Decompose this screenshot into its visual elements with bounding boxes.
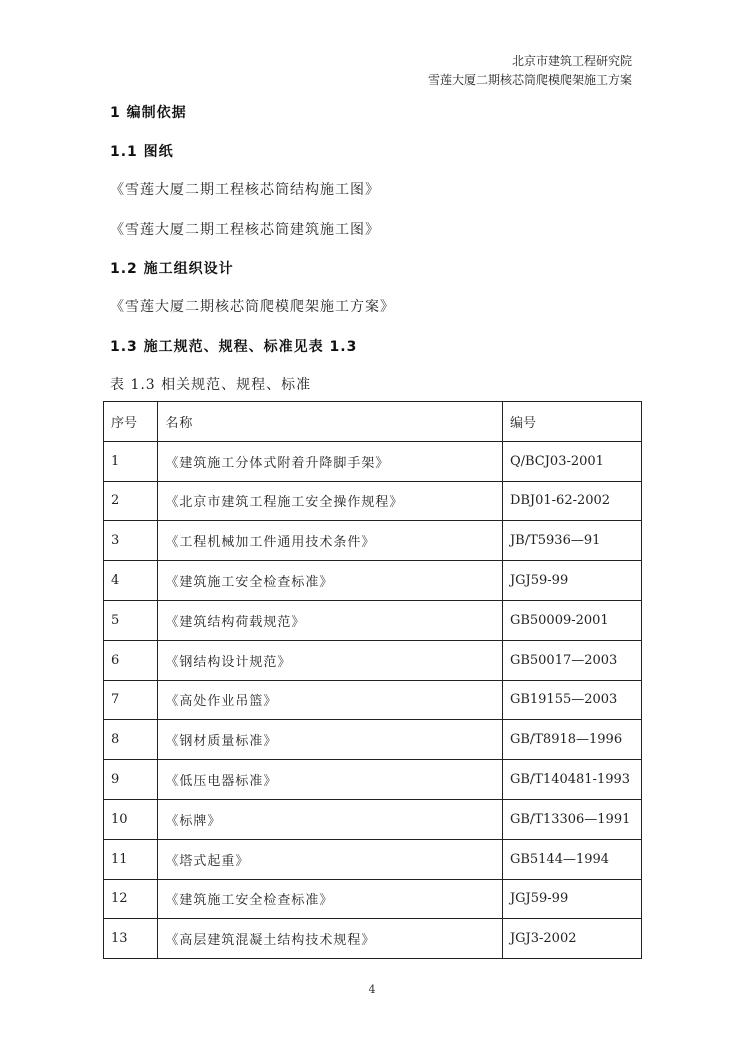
page-number: 4: [368, 983, 376, 996]
row-index: 4: [104, 561, 158, 601]
row-code: GB50009-2001: [502, 600, 641, 640]
row-code: GB/T140481-1993: [502, 760, 641, 800]
section-1-3-title: 1.3 施工规范、规程、标准见表 1.3: [110, 339, 358, 355]
row-name: 《低压电器标准》: [158, 760, 503, 800]
row-name: 《建筑施工分体式附着升降脚手架》: [158, 441, 503, 481]
table-row: [104, 441, 642, 481]
row-code: DBJ01-62-2002: [502, 481, 641, 521]
table-row: [104, 561, 642, 601]
row-name: 《工程机械加工件通用技术条件》: [158, 521, 503, 561]
table-row: [104, 919, 642, 959]
row-index: 8: [104, 720, 158, 760]
section-1-1-title: 1.1 图纸: [110, 144, 174, 160]
row-name: 《建筑结构荷载规范》: [158, 600, 503, 640]
table-row: [104, 839, 642, 879]
row-name: 《塔式起重》: [158, 839, 503, 879]
table-row: [104, 720, 642, 760]
row-index: 11: [104, 839, 158, 879]
row-code: GB5144—1994: [502, 839, 641, 879]
row-code: JGJ59-99: [502, 561, 641, 601]
section-1-2-title: 1.2 施工组织设计: [110, 261, 234, 277]
row-index: 10: [104, 799, 158, 839]
row-name: 《高处作业吊篮》: [158, 680, 503, 720]
table-row: [104, 600, 642, 640]
page-header: [428, 52, 632, 90]
row-index: 7: [104, 680, 158, 720]
header-institute: 北京市建筑工程研究院: [511, 54, 632, 68]
row-index: 2: [104, 481, 158, 521]
row-index: 1: [104, 441, 158, 481]
table-row: [104, 680, 642, 720]
row-code: GB19155—2003: [502, 680, 641, 720]
row-name: 《标牌》: [158, 799, 503, 839]
row-name: 《建筑施工安全检查标准》: [158, 879, 503, 919]
row-name: 《高层建筑混凝土结构技术规程》: [158, 919, 503, 959]
row-name: 《钢结构设计规范》: [158, 640, 503, 680]
row-name: 《建筑施工安全检查标准》: [158, 561, 503, 601]
row-code: GB/T8918—1996: [502, 720, 641, 760]
row-code: JGJ59-99: [502, 879, 641, 919]
row-code: GB/T13306—1991: [502, 799, 641, 839]
row-name: 《北京市建筑工程施工安全操作规程》: [158, 481, 503, 521]
header-cell-code: 编号: [502, 402, 641, 442]
section-1-title: 1 编制依据: [110, 105, 187, 121]
table-row: [104, 640, 642, 680]
table-row: [104, 521, 642, 561]
organization-design-item: 《雪莲大厦二期核芯筒爬模爬架施工方案》: [110, 299, 395, 315]
table-row: [104, 879, 642, 919]
row-index: 5: [104, 600, 158, 640]
row-code: GB50017—2003: [502, 640, 641, 680]
row-index: 12: [104, 879, 158, 919]
row-code: JB/T5936—91: [502, 521, 641, 561]
row-code: Q/BCJ03-2001: [502, 441, 641, 481]
table-row: [104, 760, 642, 800]
row-index: 6: [104, 640, 158, 680]
row-code: JGJ3-2002: [502, 919, 641, 959]
table-caption: 表 1.3 相关规范、规程、标准: [110, 377, 312, 393]
row-name: 《钢材质量标准》: [158, 720, 503, 760]
standards-table: [103, 401, 642, 959]
table-header-row: [104, 402, 642, 442]
table-row: [104, 481, 642, 521]
row-index: 3: [104, 521, 158, 561]
header-cell-index: 序号: [104, 402, 158, 442]
drawing-item-1: 《雪莲大厦二期工程核芯筒结构施工图》: [110, 182, 380, 198]
row-index: 13: [104, 919, 158, 959]
drawing-item-2: 《雪莲大厦二期工程核芯筒建筑施工图》: [110, 222, 380, 238]
header-plan-title: 雪莲大厦二期核芯筒爬模爬架施工方案: [427, 73, 632, 87]
row-index: 9: [104, 760, 158, 800]
header-cell-name: 名称: [158, 402, 503, 442]
table-row: [104, 799, 642, 839]
